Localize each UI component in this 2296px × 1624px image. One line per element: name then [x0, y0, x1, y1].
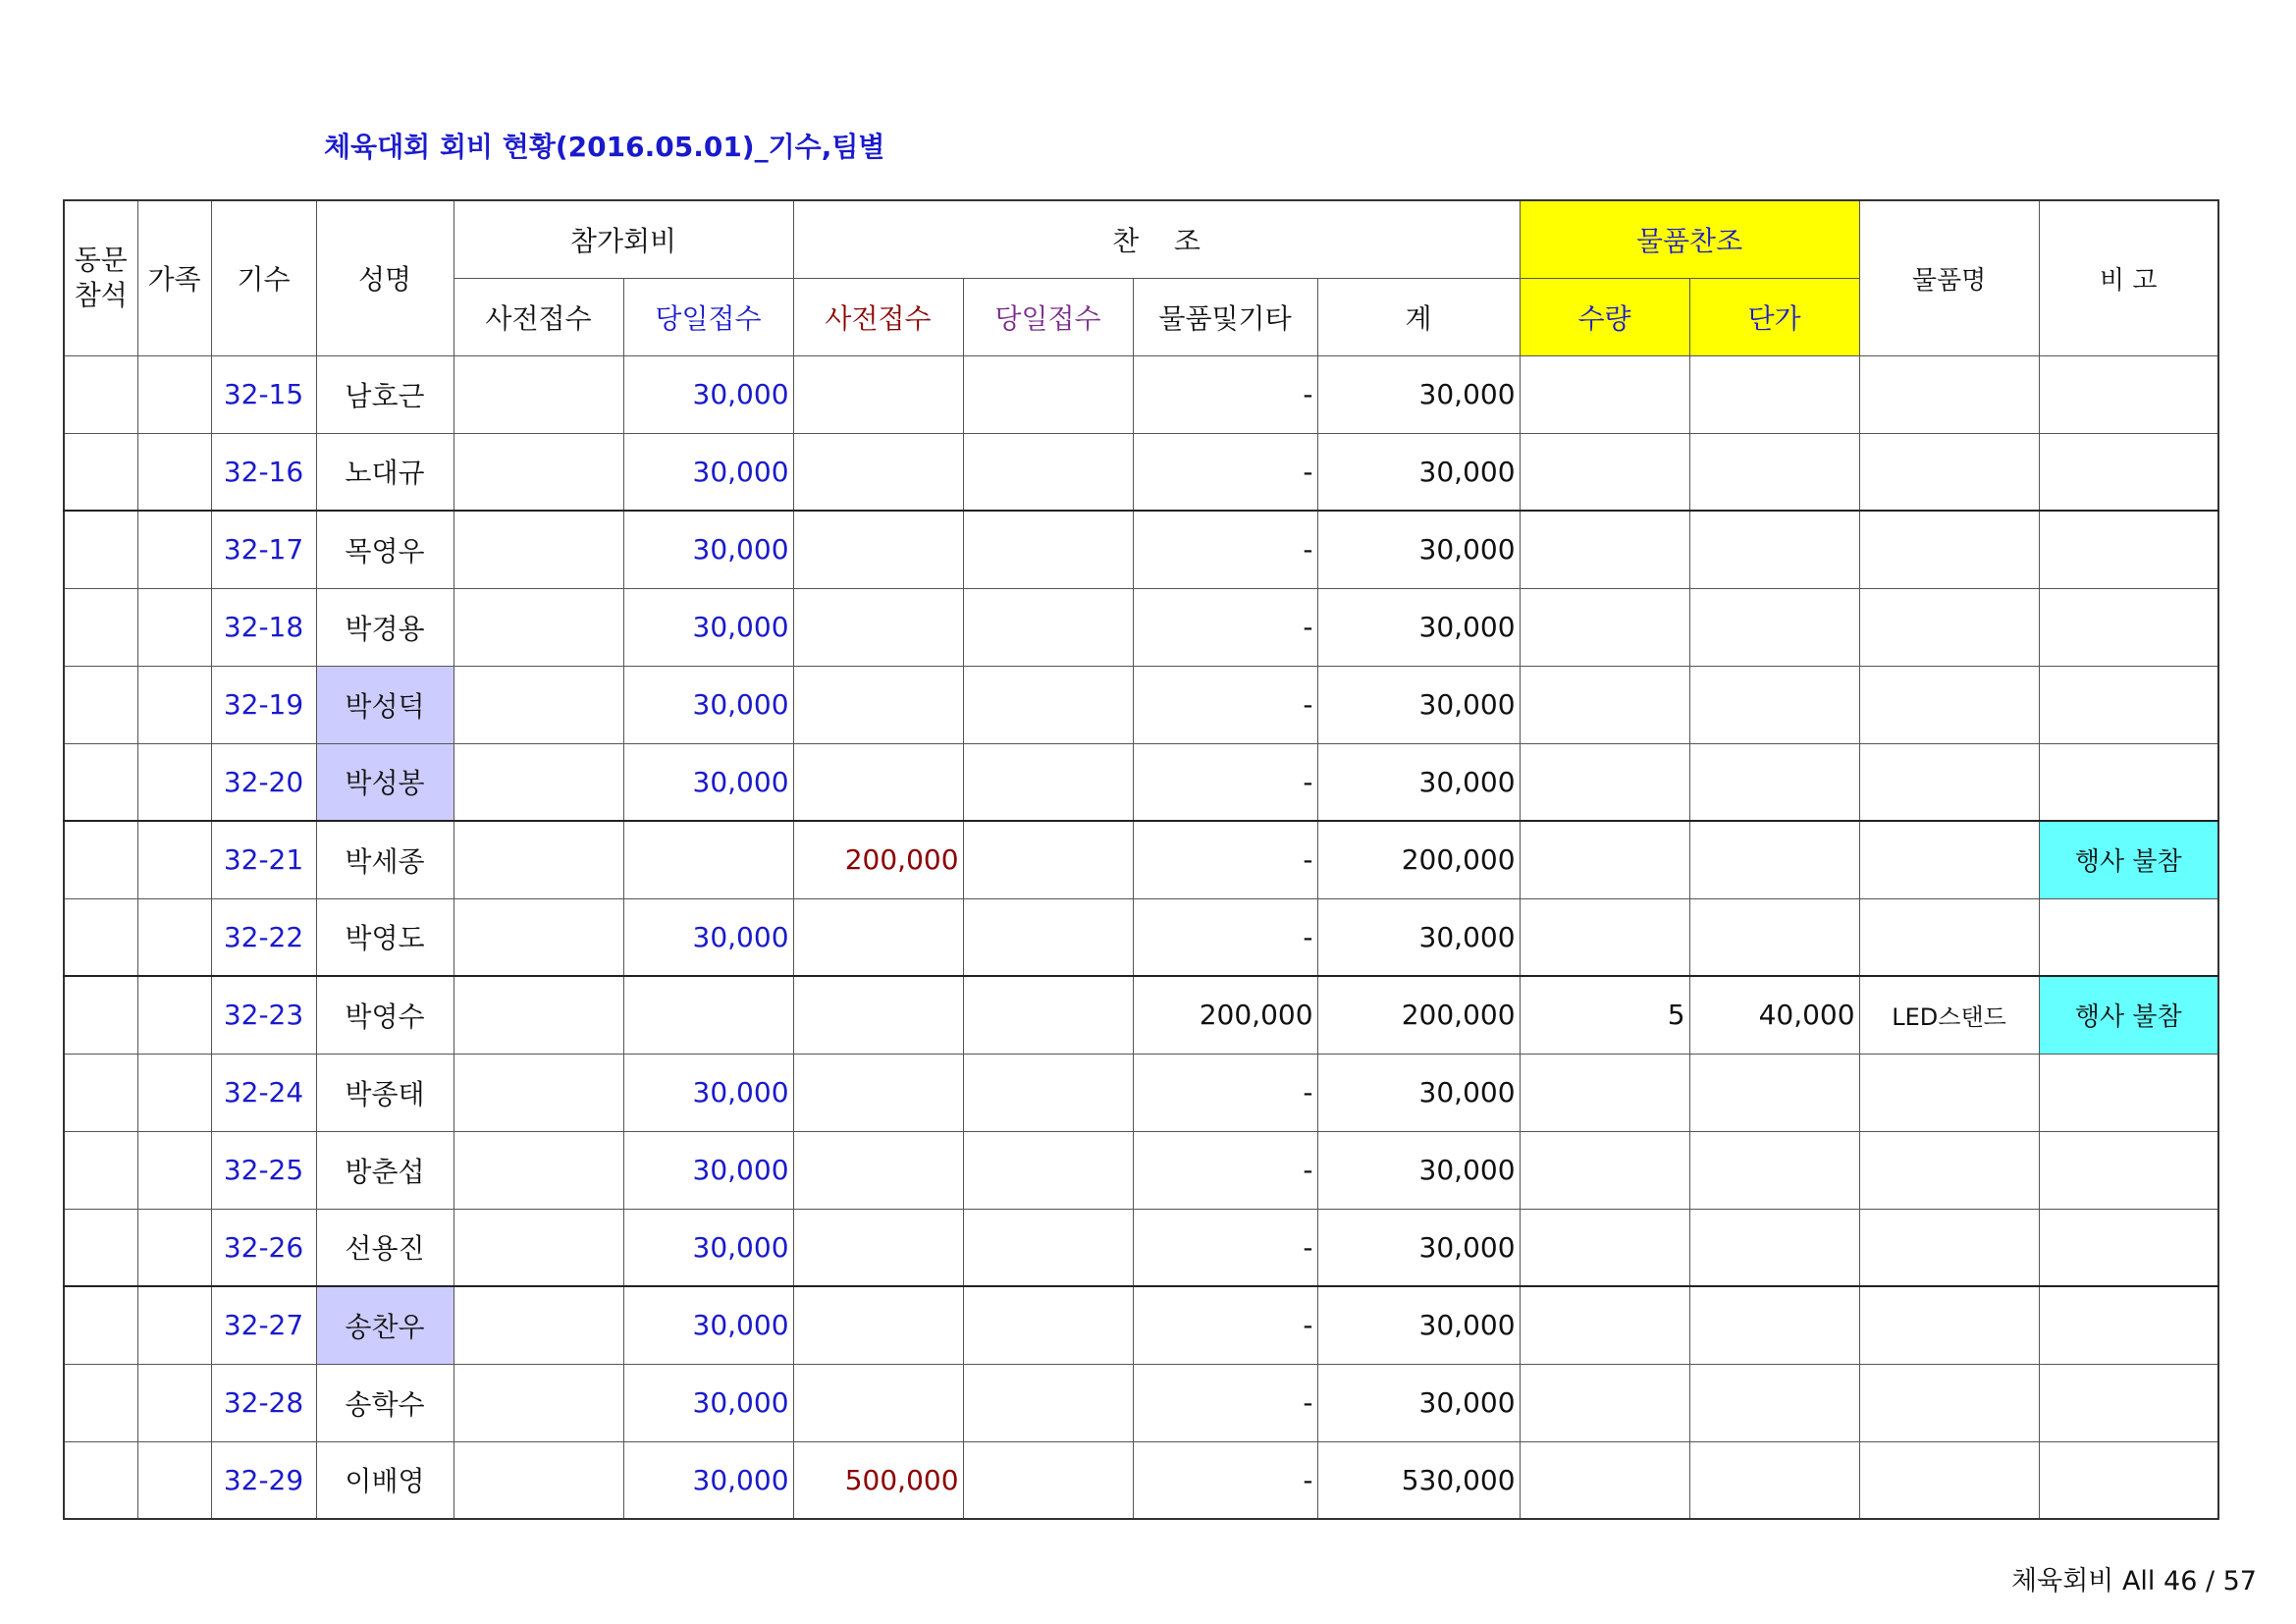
- unit-price-cell: [1689, 743, 1859, 821]
- unit-price-cell: 40,000: [1689, 976, 1859, 1054]
- total-cell: 200,000: [1317, 976, 1520, 1054]
- support-pre-cell: [793, 1054, 963, 1131]
- name-cell: 박성덕: [316, 666, 454, 743]
- item-name-cell: [1859, 1131, 2039, 1209]
- item-name-cell: LED스탠드: [1859, 976, 2039, 1054]
- class-cell: 32-28: [211, 1364, 316, 1441]
- support-day-cell: [963, 1364, 1133, 1441]
- support-day-cell: [963, 666, 1133, 743]
- support-pre-cell: [793, 1364, 963, 1441]
- header-unit-price: 단가: [1689, 278, 1859, 355]
- fee-day-cell: 30,000: [623, 1364, 793, 1441]
- class-cell: 32-25: [211, 1131, 316, 1209]
- item-name-cell: [1859, 1209, 2039, 1286]
- qty-cell: [1520, 588, 1689, 666]
- fee-pre-cell: [454, 1286, 623, 1364]
- header-support-goods: 물품및기타: [1133, 278, 1317, 355]
- support-pre-cell: [793, 433, 963, 511]
- total-cell: 200,000: [1317, 821, 1520, 898]
- fee-day-cell: 30,000: [623, 1209, 793, 1286]
- support-day-cell: [963, 1054, 1133, 1131]
- header-support-pre: 사전접수: [793, 278, 963, 355]
- header-class: 기수: [211, 200, 316, 355]
- unit-price-cell: [1689, 1054, 1859, 1131]
- unit-price-cell: [1689, 511, 1859, 588]
- header-qty: 수량: [1520, 278, 1689, 355]
- header-support-day: 당일접수: [963, 278, 1133, 355]
- fee-day-cell: 30,000: [623, 1131, 793, 1209]
- note-cell: 행사 불참: [2039, 976, 2218, 1054]
- support-pre-cell: [793, 898, 963, 976]
- family-cell: [137, 976, 211, 1054]
- fee-day-cell: 30,000: [623, 1286, 793, 1364]
- total-cell: 30,000: [1317, 355, 1520, 433]
- support-goods-cell: -: [1133, 1364, 1317, 1441]
- unit-price-cell: [1689, 1441, 1859, 1519]
- family-cell: [137, 666, 211, 743]
- total-cell: 30,000: [1317, 1054, 1520, 1131]
- family-cell: [137, 588, 211, 666]
- support-pre-cell: [793, 666, 963, 743]
- item-name-cell: [1859, 666, 2039, 743]
- header-group-goods: 물품찬조: [1520, 200, 1859, 278]
- support-pre-cell: [793, 511, 963, 588]
- unit-price-cell: [1689, 1364, 1859, 1441]
- qty-cell: [1520, 1054, 1689, 1131]
- support-day-cell: [963, 588, 1133, 666]
- support-day-cell: [963, 976, 1133, 1054]
- table-row: [64, 1054, 2218, 1131]
- class-cell: 32-23: [211, 976, 316, 1054]
- table-row: [64, 511, 2218, 588]
- support-goods-cell: -: [1133, 1131, 1317, 1209]
- family-cell: [137, 821, 211, 898]
- family-cell: [137, 1054, 211, 1131]
- class-cell: 32-21: [211, 821, 316, 898]
- fee-pre-cell: [454, 1209, 623, 1286]
- note-cell: [2039, 743, 2218, 821]
- fee-day-cell: 30,000: [623, 511, 793, 588]
- fee-pre-cell: [454, 666, 623, 743]
- item-name-cell: [1859, 511, 2039, 588]
- name-cell: 남호근: [316, 355, 454, 433]
- note-cell: [2039, 433, 2218, 511]
- family-cell: [137, 1364, 211, 1441]
- support-goods-cell: -: [1133, 666, 1317, 743]
- support-goods-cell: 200,000: [1133, 976, 1317, 1054]
- family-cell: [137, 355, 211, 433]
- note-cell: [2039, 1131, 2218, 1209]
- item-name-cell: [1859, 433, 2039, 511]
- item-name-cell: [1859, 1441, 2039, 1519]
- fee-day-cell: 30,000: [623, 666, 793, 743]
- unit-price-cell: [1689, 898, 1859, 976]
- header-note: 비 고: [2039, 200, 2218, 355]
- table-row: [64, 355, 2218, 433]
- header-group-fee: 참가회비: [454, 200, 793, 278]
- note-cell: [2039, 1209, 2218, 1286]
- name-cell: 박세종: [316, 821, 454, 898]
- unit-price-cell: [1689, 1209, 1859, 1286]
- qty-cell: [1520, 355, 1689, 433]
- fee-day-cell: [623, 821, 793, 898]
- note-cell: [2039, 511, 2218, 588]
- header-attend: [64, 200, 137, 355]
- qty-cell: [1520, 511, 1689, 588]
- table-body: [64, 355, 2218, 1519]
- item-name-cell: [1859, 898, 2039, 976]
- header-family: 가족: [137, 200, 211, 355]
- fee-pre-cell: [454, 588, 623, 666]
- support-goods-cell: -: [1133, 821, 1317, 898]
- page-title: 체육대회 회비 현황(2016.05.01)_기수,팀별: [324, 131, 885, 163]
- unit-price-cell: [1689, 821, 1859, 898]
- attend-cell: [64, 1286, 137, 1364]
- family-cell: [137, 1209, 211, 1286]
- total-cell: 30,000: [1317, 743, 1520, 821]
- support-day-cell: [963, 821, 1133, 898]
- class-cell: 32-29: [211, 1441, 316, 1519]
- fee-table: [63, 199, 2219, 1520]
- attend-cell: [64, 1131, 137, 1209]
- fee-pre-cell: [454, 821, 623, 898]
- attend-cell: [64, 666, 137, 743]
- support-day-cell: [963, 1286, 1133, 1364]
- header-attend-line1: 동문: [74, 243, 128, 276]
- qty-cell: [1520, 1286, 1689, 1364]
- total-cell: 30,000: [1317, 1209, 1520, 1286]
- attend-cell: [64, 1364, 137, 1441]
- name-cell: 박종태: [316, 1054, 454, 1131]
- total-cell: 30,000: [1317, 511, 1520, 588]
- name-cell: 이배영: [316, 1441, 454, 1519]
- name-cell: 송찬우: [316, 1286, 454, 1364]
- qty-cell: [1520, 433, 1689, 511]
- total-cell: 30,000: [1317, 1286, 1520, 1364]
- item-name-cell: [1859, 1364, 2039, 1441]
- total-cell: 30,000: [1317, 666, 1520, 743]
- note-cell: [2039, 1286, 2218, 1364]
- table-row: [64, 898, 2218, 976]
- note-cell: [2039, 588, 2218, 666]
- name-cell: 송학수: [316, 1364, 454, 1441]
- class-cell: 32-20: [211, 743, 316, 821]
- attend-cell: [64, 743, 137, 821]
- support-pre-cell: [793, 588, 963, 666]
- unit-price-cell: [1689, 355, 1859, 433]
- support-day-cell: [963, 1131, 1133, 1209]
- support-goods-cell: -: [1133, 1209, 1317, 1286]
- qty-cell: 5: [1520, 976, 1689, 1054]
- item-name-cell: [1859, 743, 2039, 821]
- support-pre-cell: [793, 743, 963, 821]
- name-cell: 박영수: [316, 976, 454, 1054]
- support-pre-cell: [793, 1286, 963, 1364]
- fee-pre-cell: [454, 1131, 623, 1209]
- note-cell: [2039, 666, 2218, 743]
- item-name-cell: [1859, 1054, 2039, 1131]
- fee-pre-cell: [454, 1054, 623, 1131]
- support-pre-cell: 200,000: [793, 821, 963, 898]
- header-attend-line2: 참석: [74, 279, 128, 312]
- unit-price-cell: [1689, 1131, 1859, 1209]
- item-name-cell: [1859, 821, 2039, 898]
- item-name-cell: [1859, 355, 2039, 433]
- table-row: [64, 666, 2218, 743]
- support-goods-cell: -: [1133, 433, 1317, 511]
- note-cell: [2039, 355, 2218, 433]
- note-cell: [2039, 1054, 2218, 1131]
- header-total: 계: [1317, 278, 1520, 355]
- support-pre-cell: [793, 1209, 963, 1286]
- fee-day-cell: 30,000: [623, 1441, 793, 1519]
- table-row: [64, 1209, 2218, 1286]
- note-cell: 행사 불참: [2039, 821, 2218, 898]
- support-day-cell: [963, 1441, 1133, 1519]
- fee-pre-cell: [454, 1441, 623, 1519]
- support-day-cell: [963, 898, 1133, 976]
- qty-cell: [1520, 821, 1689, 898]
- name-cell: 노대규: [316, 433, 454, 511]
- qty-cell: [1520, 743, 1689, 821]
- support-day-cell: [963, 1209, 1133, 1286]
- class-cell: 32-24: [211, 1054, 316, 1131]
- support-day-cell: [963, 433, 1133, 511]
- qty-cell: [1520, 1441, 1689, 1519]
- class-cell: 32-19: [211, 666, 316, 743]
- attend-cell: [64, 511, 137, 588]
- qty-cell: [1520, 666, 1689, 743]
- fee-day-cell: [623, 976, 793, 1054]
- attend-cell: [64, 355, 137, 433]
- support-goods-cell: -: [1133, 1054, 1317, 1131]
- table-row: [64, 1131, 2218, 1209]
- support-pre-cell: [793, 1131, 963, 1209]
- support-pre-cell: [793, 355, 963, 433]
- family-cell: [137, 743, 211, 821]
- qty-cell: [1520, 1364, 1689, 1441]
- class-cell: 32-17: [211, 511, 316, 588]
- table-row: [64, 743, 2218, 821]
- header-name: 성명: [316, 200, 454, 355]
- table-row: [64, 1286, 2218, 1364]
- support-goods-cell: -: [1133, 743, 1317, 821]
- family-cell: [137, 1441, 211, 1519]
- fee-day-cell: 30,000: [623, 743, 793, 821]
- name-cell: 박성봉: [316, 743, 454, 821]
- item-name-cell: [1859, 1286, 2039, 1364]
- note-cell: [2039, 1364, 2218, 1441]
- support-day-cell: [963, 511, 1133, 588]
- support-pre-cell: [793, 976, 963, 1054]
- fee-pre-cell: [454, 511, 623, 588]
- attend-cell: [64, 433, 137, 511]
- fee-pre-cell: [454, 898, 623, 976]
- family-cell: [137, 433, 211, 511]
- name-cell: 박영도: [316, 898, 454, 976]
- fee-pre-cell: [454, 1364, 623, 1441]
- attend-cell: [64, 1054, 137, 1131]
- attend-cell: [64, 976, 137, 1054]
- class-cell: 32-18: [211, 588, 316, 666]
- attend-cell: [64, 821, 137, 898]
- qty-cell: [1520, 1209, 1689, 1286]
- family-cell: [137, 511, 211, 588]
- family-cell: [137, 1286, 211, 1364]
- class-cell: 32-15: [211, 355, 316, 433]
- name-cell: 선용진: [316, 1209, 454, 1286]
- family-cell: [137, 1131, 211, 1209]
- fee-pre-cell: [454, 976, 623, 1054]
- table-row: [64, 1441, 2218, 1519]
- support-goods-cell: -: [1133, 588, 1317, 666]
- support-goods-cell: -: [1133, 1441, 1317, 1519]
- attend-cell: [64, 1209, 137, 1286]
- qty-cell: [1520, 1131, 1689, 1209]
- header-fee-pre: 사전접수: [454, 278, 623, 355]
- total-cell: 30,000: [1317, 898, 1520, 976]
- header-item-name: 물품명: [1859, 200, 2039, 355]
- page-footer: 체육회비 All 46 / 57: [2011, 1566, 2257, 1597]
- header-group-support: 찬 조: [793, 200, 1520, 278]
- fee-pre-cell: [454, 743, 623, 821]
- name-cell: 방춘섭: [316, 1131, 454, 1209]
- header-fee-day: 당일접수: [623, 278, 793, 355]
- class-cell: 32-22: [211, 898, 316, 976]
- support-goods-cell: -: [1133, 1286, 1317, 1364]
- fee-day-cell: 30,000: [623, 433, 793, 511]
- class-cell: 32-26: [211, 1209, 316, 1286]
- item-name-cell: [1859, 588, 2039, 666]
- total-cell: 30,000: [1317, 588, 1520, 666]
- table-row: [64, 433, 2218, 511]
- fee-day-cell: 30,000: [623, 1054, 793, 1131]
- attend-cell: [64, 1441, 137, 1519]
- support-goods-cell: -: [1133, 898, 1317, 976]
- support-pre-cell: 500,000: [793, 1441, 963, 1519]
- attend-cell: [64, 898, 137, 976]
- fee-pre-cell: [454, 433, 623, 511]
- table-row: [64, 976, 2218, 1054]
- name-cell: 박경용: [316, 588, 454, 666]
- note-cell: [2039, 898, 2218, 976]
- support-goods-cell: -: [1133, 355, 1317, 433]
- support-goods-cell: -: [1133, 511, 1317, 588]
- fee-day-cell: 30,000: [623, 898, 793, 976]
- unit-price-cell: [1689, 1286, 1859, 1364]
- fee-day-cell: 30,000: [623, 588, 793, 666]
- fee-pre-cell: [454, 355, 623, 433]
- table-row: [64, 588, 2218, 666]
- unit-price-cell: [1689, 588, 1859, 666]
- support-day-cell: [963, 743, 1133, 821]
- family-cell: [137, 898, 211, 976]
- total-cell: 30,000: [1317, 433, 1520, 511]
- class-cell: 32-16: [211, 433, 316, 511]
- name-cell: 목영우: [316, 511, 454, 588]
- support-day-cell: [963, 355, 1133, 433]
- total-cell: 30,000: [1317, 1364, 1520, 1441]
- table-row: [64, 1364, 2218, 1441]
- fee-day-cell: 30,000: [623, 355, 793, 433]
- qty-cell: [1520, 898, 1689, 976]
- note-cell: [2039, 1441, 2218, 1519]
- total-cell: 530,000: [1317, 1441, 1520, 1519]
- unit-price-cell: [1689, 433, 1859, 511]
- table-row: [64, 821, 2218, 898]
- attend-cell: [64, 588, 137, 666]
- unit-price-cell: [1689, 666, 1859, 743]
- class-cell: 32-27: [211, 1286, 316, 1364]
- total-cell: 30,000: [1317, 1131, 1520, 1209]
